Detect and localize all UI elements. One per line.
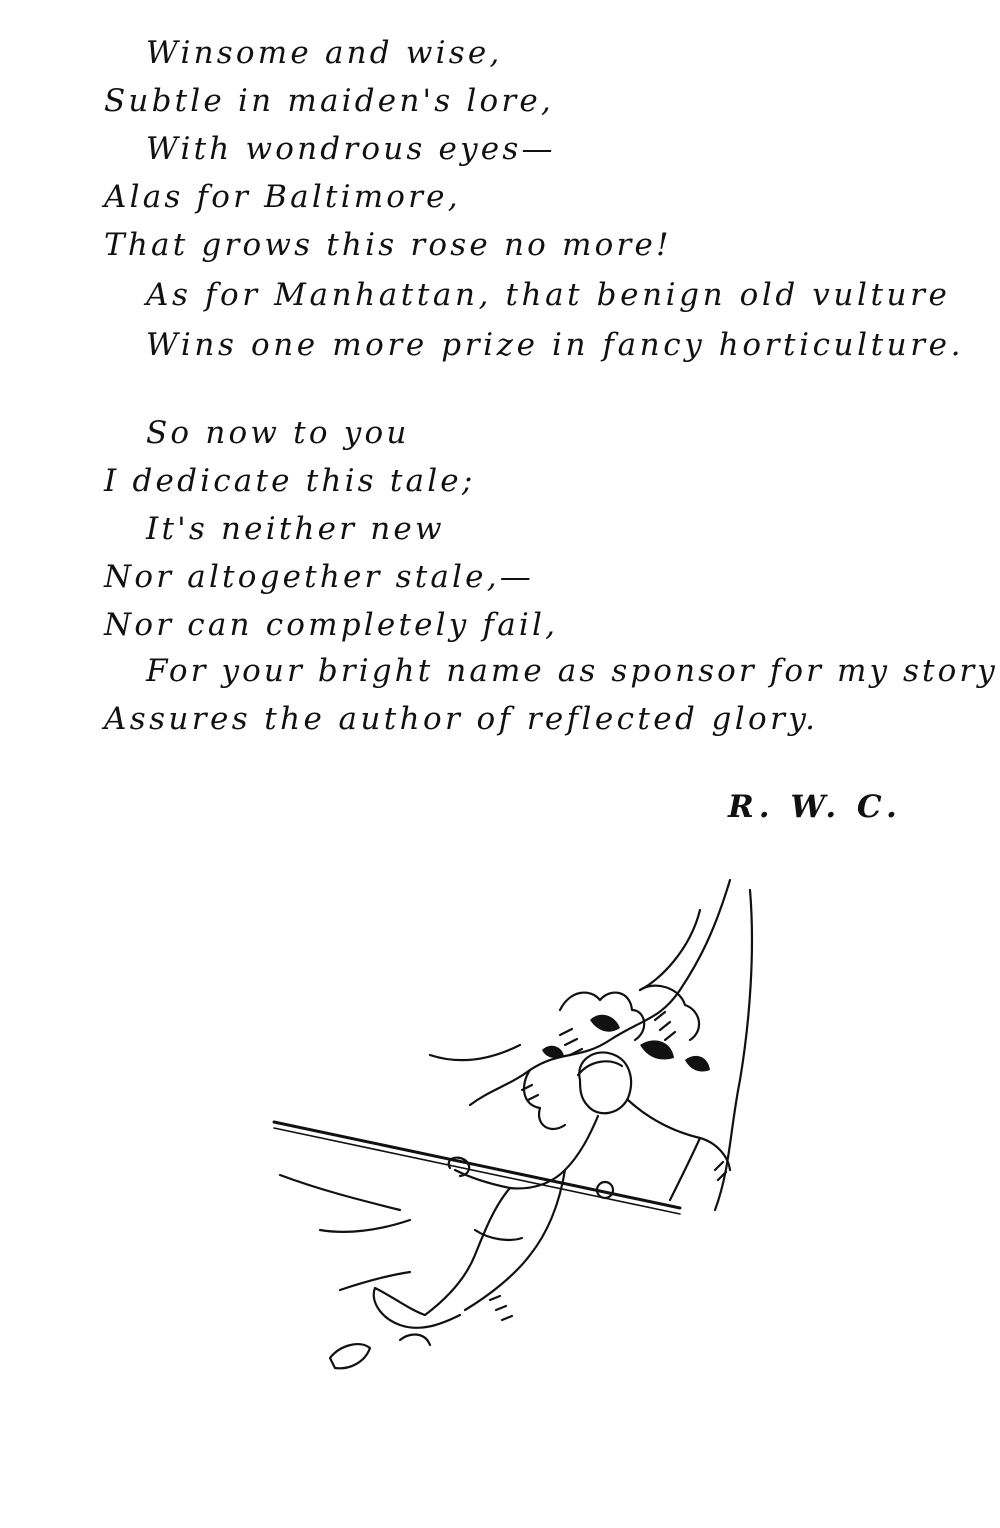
poem-line: Alas for Baltimore, xyxy=(104,179,461,215)
poem-line: With wondrous eyes— xyxy=(146,131,556,167)
poem-line: Subtle in maiden's lore, xyxy=(104,83,554,119)
poem-line: That grows this rose no more! xyxy=(104,227,672,263)
poem-line: Nor can completely fail, xyxy=(104,607,559,643)
poem-line: Assures the author of reflected glory. xyxy=(104,701,819,737)
boy-with-fishing-rod-icon xyxy=(260,870,780,1390)
poem-line: So now to you xyxy=(146,415,410,451)
signature: R. W. C. xyxy=(728,789,902,825)
poem-line: I dedicate this tale; xyxy=(104,463,476,499)
poem-line: As for Manhattan, that benign old vulture xyxy=(146,277,951,313)
poem-line: It's neither new xyxy=(146,511,445,547)
poem-line: Wins one more prize in fancy horticulture. xyxy=(146,327,965,363)
poem-line: Nor altogether stale,— xyxy=(104,559,534,595)
poem-line: Winsome and wise, xyxy=(146,35,503,71)
poem-line: For your bright name as sponsor for my story xyxy=(146,653,998,689)
